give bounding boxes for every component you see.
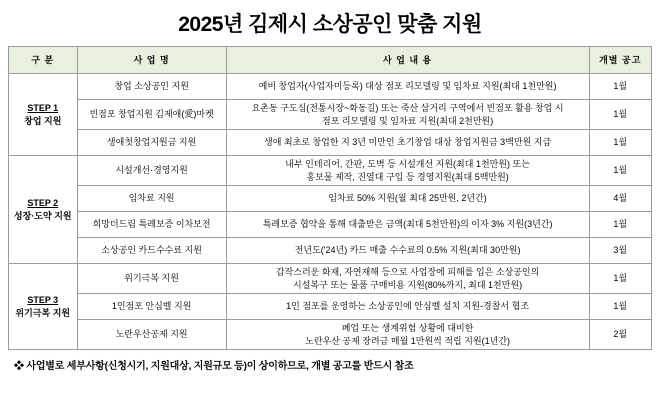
table-header-row xyxy=(9,47,652,74)
program-content xyxy=(226,294,589,320)
program-content xyxy=(226,238,589,264)
notice-month: 1월 xyxy=(589,156,652,186)
column-header-program-name: 사 업 명 xyxy=(77,47,226,74)
notice-month: 1월 xyxy=(589,212,652,238)
content-line: 예비 창업자(사업자미등록) 대상 점포 리모델링 및 임차료 지원(최대 1천만원) xyxy=(258,81,557,92)
program-content xyxy=(226,186,589,212)
table-body xyxy=(9,74,652,350)
content-line: 노란우산 공제 장려금 매월 1만원씩 적립 지원(1년간) xyxy=(305,335,511,346)
step-sublabel: 창업 지원 xyxy=(24,115,62,126)
program-content xyxy=(226,74,589,100)
program-name: 1인점포 안심벨 지원 xyxy=(77,294,226,320)
program-content xyxy=(226,320,589,350)
footnote: ❖ 사업별로 세부사항(신청시기, 지원대상, 지원규모 등)이 상이하므로, 개별 공고를 반드시 참조 xyxy=(14,361,414,372)
table-row xyxy=(9,212,652,238)
step-label: STEP 1 xyxy=(27,103,59,114)
table-row xyxy=(9,264,652,294)
table-header xyxy=(9,47,652,74)
notice-month: 2월 xyxy=(589,320,652,350)
notice-month: 1월 xyxy=(589,100,652,130)
content-line: 전년도('24년) 카드 매출 수수료의 0.5% 지원(최대 30만원) xyxy=(294,245,521,256)
step-label: STEP 3 xyxy=(27,295,59,306)
page-title: 2025년 김제시 소상공인 맞춤 지원 xyxy=(178,13,482,36)
program-name: 빈점포 창업지원 김제애(愛)마켓 xyxy=(77,100,226,130)
program-name: 창업 소상공인 지원 xyxy=(77,74,226,100)
content-line: 점포 리모델링 및 임차료 지원(최대 2천만원) xyxy=(321,115,494,126)
step-cell-2 xyxy=(9,156,78,264)
table-row xyxy=(9,294,652,320)
column-header-notice: 개별 공고 xyxy=(589,47,652,74)
program-content xyxy=(226,156,589,186)
program-name: 시설개선·경영지원 xyxy=(77,156,226,186)
table-row xyxy=(9,320,652,350)
notice-month: 1월 xyxy=(589,130,652,156)
table-row xyxy=(9,74,652,100)
content-line: 요촌동 구도심(전통시장~화동길) 또는 죽산 삼거리 구역에서 빈점포 활용 창업 시 xyxy=(251,103,564,114)
step-sublabel: 위기극복 지원 xyxy=(15,307,71,318)
program-name: 노란우산공제 지원 xyxy=(77,320,226,350)
content-line: 생애 최초로 창업한 지 3년 미만인 초기창업 대상 창업지원금 3백만원 지급 xyxy=(264,137,552,148)
program-name: 생애첫창업지원금 지원 xyxy=(77,130,226,156)
content-line: 1인 점포를 운영하는 소상공인에 안심벨 설치 지원-경찰서 협조 xyxy=(286,301,530,312)
table-row xyxy=(9,186,652,212)
notice-month: 1월 xyxy=(589,294,652,320)
program-content xyxy=(226,130,589,156)
table-row xyxy=(9,238,652,264)
notice-month: 4월 xyxy=(589,186,652,212)
column-header-category: 구 분 xyxy=(9,47,78,74)
step-cell-1 xyxy=(9,74,78,156)
program-name: 희망더드림 특례보증 이차보전 xyxy=(77,212,226,238)
column-header-program-content: 사 업 내 용 xyxy=(226,47,589,74)
content-line: 폐업 또는 생계위험 상황에 대비한 xyxy=(341,323,474,334)
table-row xyxy=(9,100,652,130)
program-content xyxy=(226,264,589,294)
program-name: 위기극복 지원 xyxy=(77,264,226,294)
content-line: 시설복구 또는 물품 구매비용 지원(80%까지, 최대 1천만원) xyxy=(293,279,523,290)
content-line: 임차료 50% 지원(월 최대 25만원, 2년간) xyxy=(328,193,487,204)
support-programs-table xyxy=(8,46,652,350)
content-line: 홍보물 제작, 진열대 구입 등 경영지원(최대 5백만원) xyxy=(306,171,509,182)
content-line: 갑작스러운 화재, 자연재해 등으로 사업장에 피해를 입은 소상공인의 xyxy=(275,267,540,278)
notice-month: 1월 xyxy=(589,74,652,100)
program-content xyxy=(226,212,589,238)
step-label: STEP 2 xyxy=(27,198,59,209)
step-cell-3 xyxy=(9,264,78,350)
program-name: 소상공인 카드수수료 지원 xyxy=(77,238,226,264)
content-line: 특례보증 협약을 통해 대출받은 금액(최대 5천만원)의 이자 3% 지원(3년간) xyxy=(262,219,553,230)
content-line: 내부 인테리어, 간판, 도벽 등 시설개선 지원(최대 1천만원) 또는 xyxy=(285,159,530,170)
table-row xyxy=(9,156,652,186)
program-content xyxy=(226,100,589,130)
table-row xyxy=(9,130,652,156)
step-sublabel: 성장·도약 지원 xyxy=(13,210,72,221)
program-name: 임차료 지원 xyxy=(77,186,226,212)
notice-month: 1월 xyxy=(589,264,652,294)
notice-month: 3월 xyxy=(589,238,652,264)
